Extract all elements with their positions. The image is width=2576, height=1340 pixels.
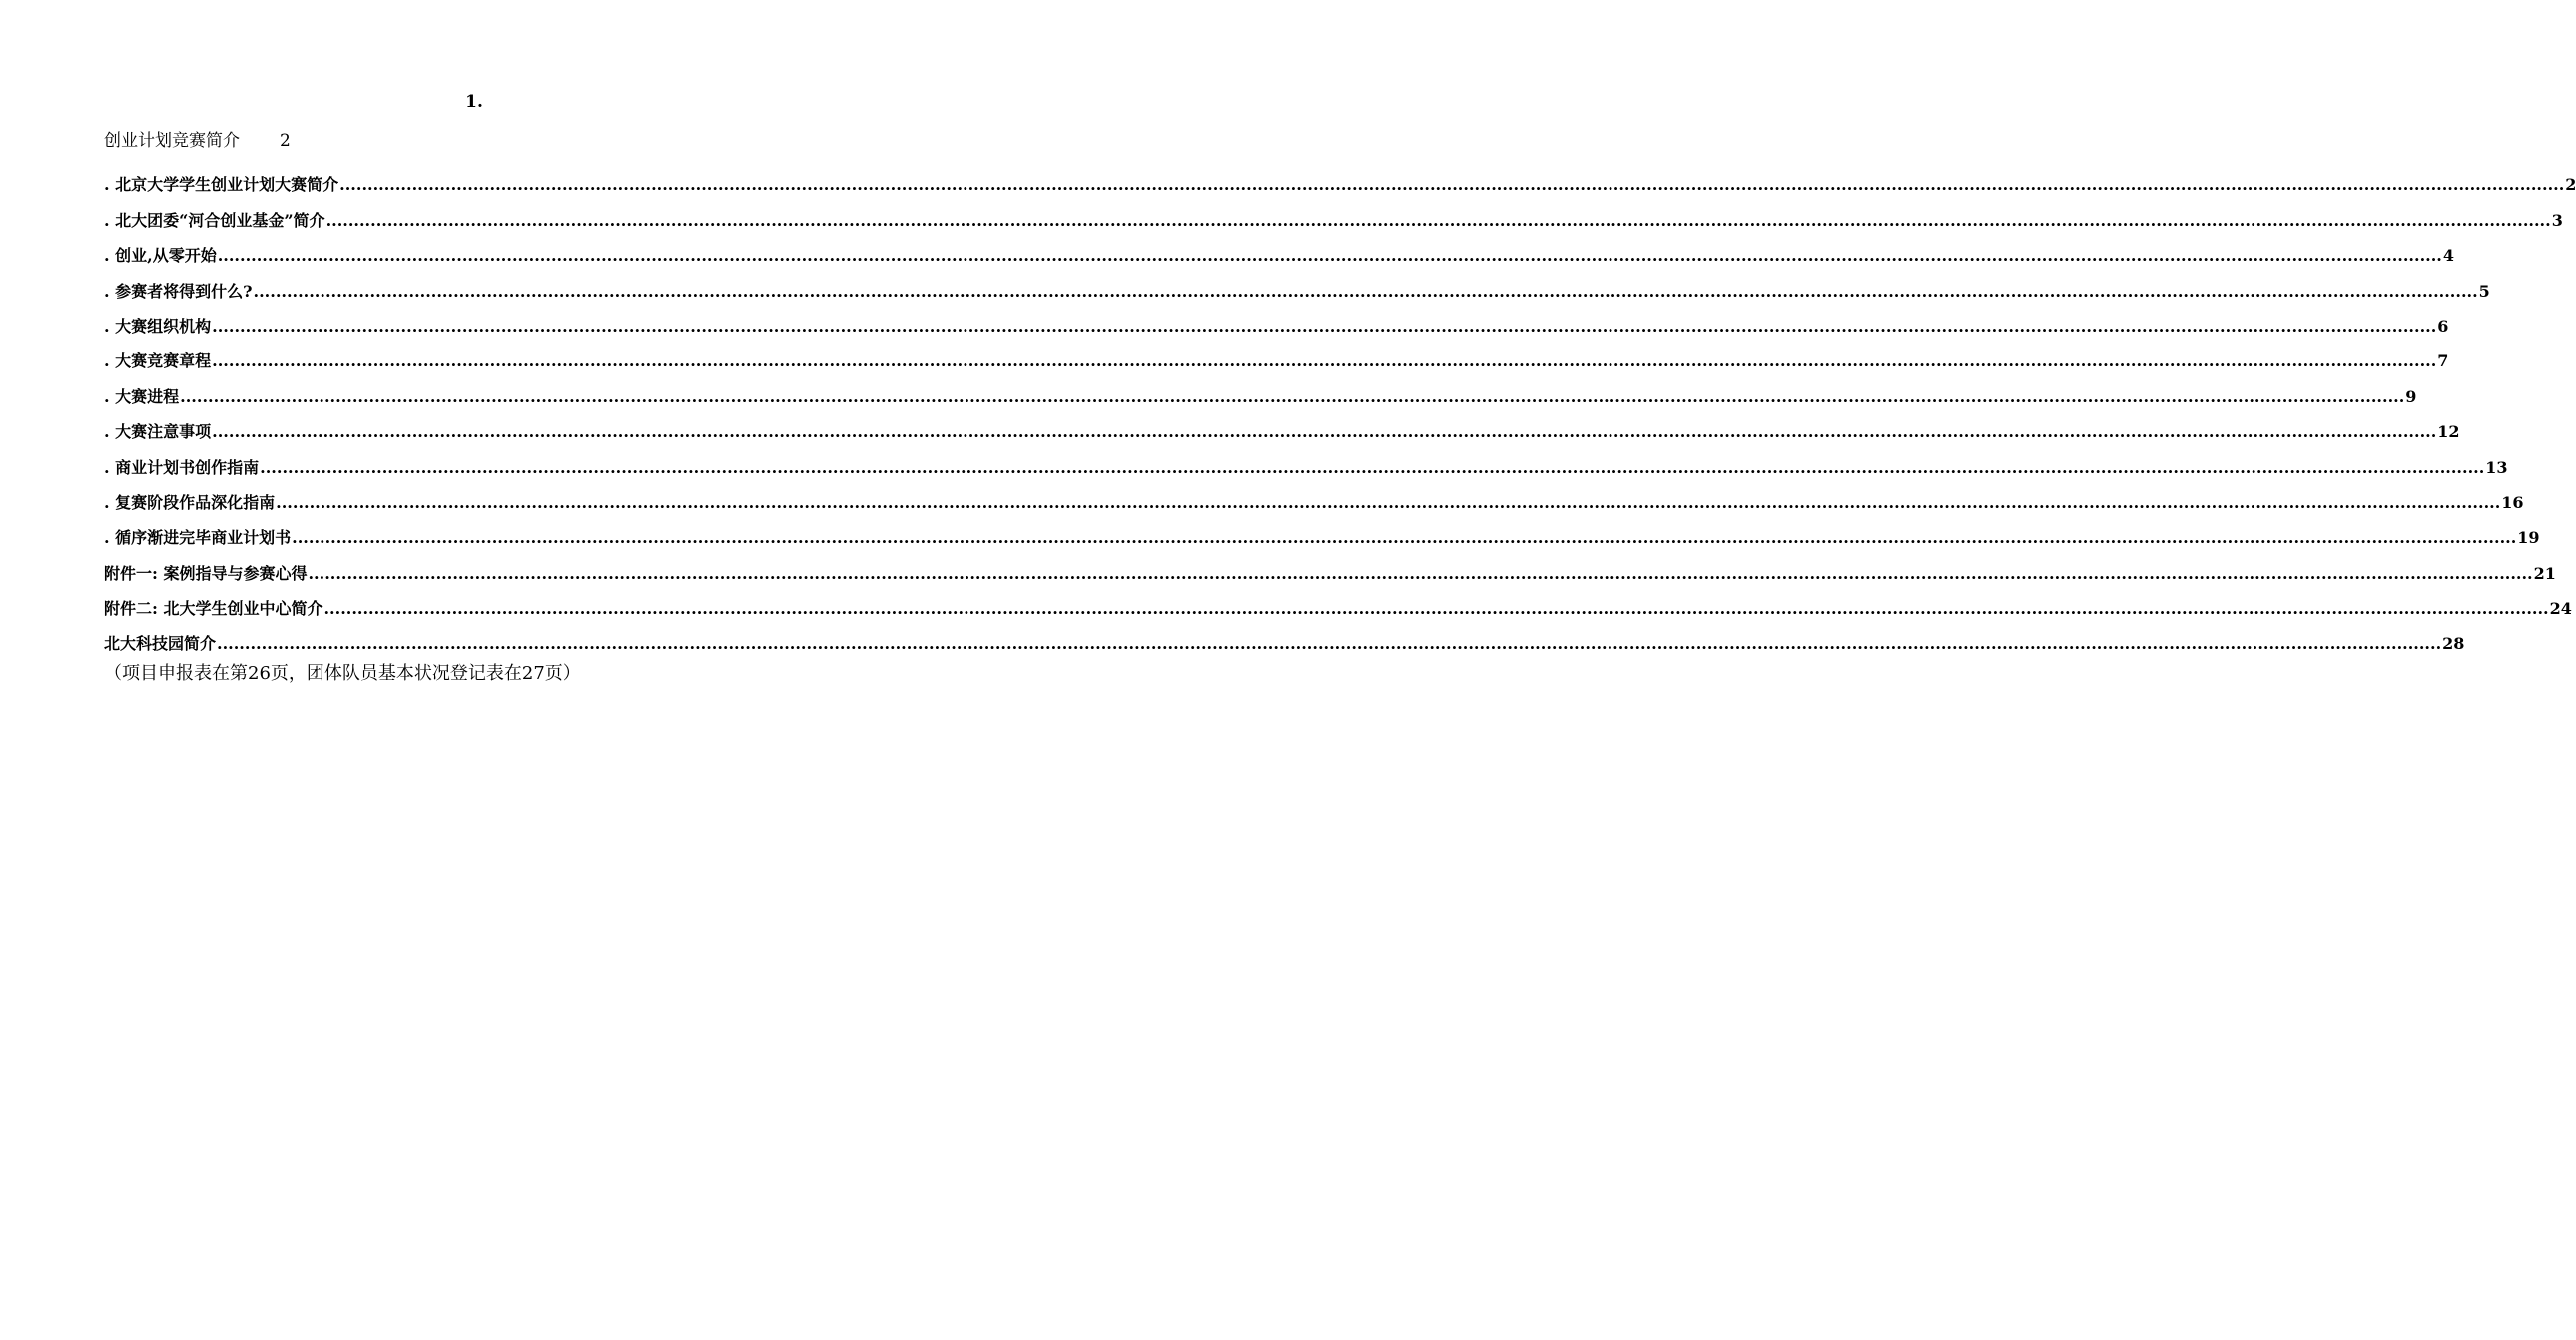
- toc-entry-label: . 大赛竞赛章程: [104, 351, 212, 371]
- toc-leader-dots: ................................................................................................................................................................................................................................................................................................................................................................................................................: [323, 599, 2549, 619]
- toc-entry-label: . 参赛者将得到什么?: [104, 281, 253, 301]
- toc-leader-dots: ................................................................................................................................................................................................................................................................................................................................................................................................................: [217, 634, 2442, 654]
- toc-entry[interactable]: [104, 336, 2449, 371]
- toc-entry[interactable]: [104, 619, 2465, 654]
- toc-entry-label: . 复赛阶段作品深化指南: [104, 492, 276, 512]
- toc-entry-label: . 商业计划书创作指南: [104, 457, 260, 477]
- toc-leader-dots: ................................................................................................................................................................................................................................................................................................................................................................................................................: [212, 316, 2437, 335]
- toc-leader-dots: ................................................................................................................................................................................................................................................................................................................................................................................................................: [212, 422, 2437, 442]
- footnote: （项目申报表在第26页，团体队员基本状况登记表在27页）: [104, 663, 581, 684]
- toc-entry-page: 21: [2533, 563, 2556, 583]
- heading-number: 1.: [465, 92, 483, 112]
- toc-entry[interactable]: [104, 548, 2556, 583]
- toc-entry[interactable]: [104, 195, 2563, 230]
- toc-entry-label: . 大赛组织机构: [104, 316, 212, 335]
- toc-entry[interactable]: [104, 302, 2449, 336]
- toc-entry-label: . 北京大学学生创业计划大赛简介: [104, 175, 339, 195]
- toc-entry[interactable]: [104, 160, 2576, 195]
- toc-entry[interactable]: [104, 478, 2524, 513]
- toc-entry[interactable]: [104, 584, 2572, 619]
- toc-entry-page: 5: [2478, 281, 2490, 301]
- toc-leader-dots: ................................................................................................................................................................................................................................................................................................................................................................................................................: [260, 457, 2485, 477]
- toc-entry-page: 12: [2437, 422, 2460, 442]
- toc-leader-dots: ................................................................................................................................................................................................................................................................................................................................................................................................................: [253, 281, 2478, 301]
- toc-entry-label: 附件二: 北大学生创业中心简介: [104, 599, 323, 619]
- toc-entry-page: 16: [2501, 492, 2524, 512]
- toc-entry-page: 28: [2442, 634, 2465, 654]
- section-title: [104, 126, 291, 151]
- toc-entry[interactable]: [104, 371, 2417, 406]
- toc-entry-page: 13: [2485, 457, 2508, 477]
- toc-entry-label: . 创业,从零开始: [104, 246, 217, 266]
- toc-entry[interactable]: [104, 407, 2460, 442]
- table-of-contents: [104, 160, 2576, 654]
- toc-leader-dots: ................................................................................................................................................................................................................................................................................................................................................................................................................: [212, 351, 2437, 371]
- toc-entry-page: 4: [2442, 246, 2454, 266]
- toc-entry-label: 北大科技园简介: [104, 634, 217, 654]
- toc-entry[interactable]: [104, 442, 2508, 477]
- toc-entry-page: 24: [2549, 599, 2572, 619]
- toc-entry-page: 2: [2565, 175, 2576, 195]
- toc-entry-page: 19: [2517, 528, 2540, 548]
- toc-entry-page: 7: [2437, 351, 2449, 371]
- toc-leader-dots: ................................................................................................................................................................................................................................................................................................................................................................................................................: [276, 492, 2501, 512]
- toc-leader-dots: ................................................................................................................................................................................................................................................................................................................................................................................................................: [308, 563, 2533, 583]
- section-title-page: 2: [280, 131, 291, 151]
- toc-entry-label: 附件一: 案例指导与参赛心得: [104, 563, 308, 583]
- toc-entry-page: 6: [2437, 316, 2449, 335]
- toc-entry-label: . 大赛注意事项: [104, 422, 212, 442]
- toc-entry[interactable]: [104, 513, 2540, 548]
- toc-entry-label: . 循序渐进完毕商业计划书: [104, 528, 292, 548]
- toc-entry-page: 9: [2405, 386, 2417, 406]
- section-title-text: 创业计划竞赛简介: [104, 131, 240, 151]
- toc-entry[interactable]: [104, 231, 2454, 266]
- toc-entry-page: 3: [2551, 210, 2563, 230]
- toc-leader-dots: ................................................................................................................................................................................................................................................................................................................................................................................................................: [325, 210, 2551, 230]
- toc-entry-label: . 北大团委“河合创业基金”简介: [104, 210, 325, 230]
- toc-leader-dots: ................................................................................................................................................................................................................................................................................................................................................................................................................: [339, 175, 2565, 195]
- toc-entry-label: . 大赛进程: [104, 386, 180, 406]
- toc-leader-dots: ................................................................................................................................................................................................................................................................................................................................................................................................................: [217, 246, 2442, 266]
- toc-entry[interactable]: [104, 266, 2490, 301]
- toc-leader-dots: ................................................................................................................................................................................................................................................................................................................................................................................................................: [292, 528, 2517, 548]
- toc-leader-dots: ................................................................................................................................................................................................................................................................................................................................................................................................................: [180, 386, 2405, 406]
